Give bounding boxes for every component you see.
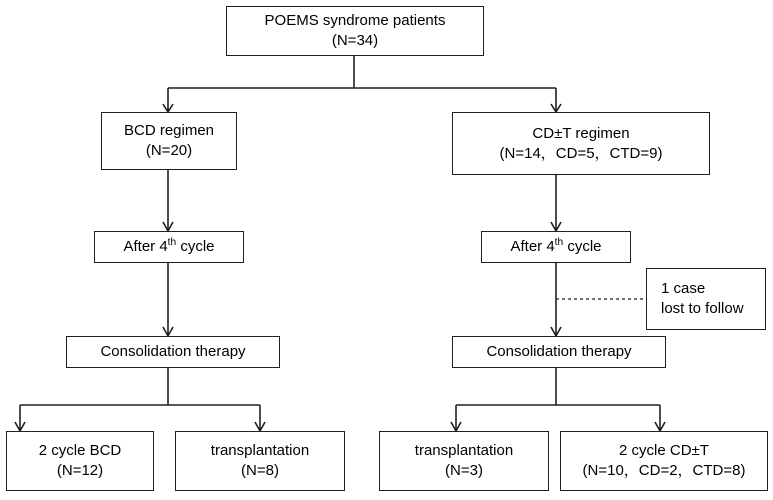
node-line-2: (N=20) xyxy=(145,142,193,159)
arrow-bcd-2cycle xyxy=(15,422,25,431)
arrow-bcd xyxy=(163,104,173,112)
node-line-2: (N=10，CD=2，CTD=8) xyxy=(582,462,746,479)
node-line-2: (N=12) xyxy=(56,462,104,479)
node-line-1: POEMS syndrome patients xyxy=(264,12,446,30)
node-line-1: transplantation xyxy=(210,442,310,460)
node-cdt-2-cycle xyxy=(560,431,768,491)
node-line-2: (N=34) xyxy=(331,32,379,49)
node-bcd-2-cycle xyxy=(6,431,154,491)
node-line-1: CD±T regimen xyxy=(532,124,630,142)
node-line-1: 2 cycle BCD xyxy=(38,442,122,460)
node-line-1: 2 cycle CD±T xyxy=(619,442,709,460)
node-line-2: lost to follow xyxy=(661,300,744,317)
arrow-bcd-cycle xyxy=(163,222,173,231)
arrow-cdt-cycle xyxy=(551,222,561,231)
node-line-2: (N=3) xyxy=(445,462,483,479)
arrow-cdt-transplant xyxy=(451,422,461,431)
node-bcd-after-4th-cycle xyxy=(94,231,244,263)
node-line-1: BCD regimen xyxy=(123,122,215,140)
ordinal-superscript: th xyxy=(167,237,177,249)
node-cdt-consolidation-therapy xyxy=(452,336,666,368)
arrow-cdt-2cycle xyxy=(655,422,665,431)
node-line-1: After 4th cycle xyxy=(510,237,602,256)
node-line-1: Consolidation therapy xyxy=(100,343,246,361)
node-line-2: (N=14，CD=5，CTD=9) xyxy=(499,144,663,162)
node-line-1: After 4th cycle xyxy=(123,237,215,256)
arrow-cdt xyxy=(551,104,561,112)
arrow-bcd-consolidation xyxy=(163,327,173,336)
node-cdt-transplantation xyxy=(379,431,549,491)
node-cdt-regimen xyxy=(452,112,710,175)
ordinal-superscript: th xyxy=(554,237,564,249)
node-cdt-after-4th-cycle xyxy=(481,231,631,263)
node-line-1: 1 case xyxy=(661,280,706,298)
node-bcd-transplantation xyxy=(175,431,345,491)
node-line-2: (N=8) xyxy=(241,462,279,479)
node-lost-to-follow xyxy=(646,268,766,330)
node-line-1: Consolidation therapy xyxy=(486,343,632,361)
node-bcd-regimen xyxy=(101,112,237,170)
arrow-cdt-consolidation xyxy=(551,327,561,336)
arrow-bcd-transplant xyxy=(255,422,265,431)
node-poems-syndrome-patients xyxy=(226,6,484,56)
node-line-1: transplantation xyxy=(414,442,514,460)
node-bcd-consolidation-therapy xyxy=(66,336,280,368)
